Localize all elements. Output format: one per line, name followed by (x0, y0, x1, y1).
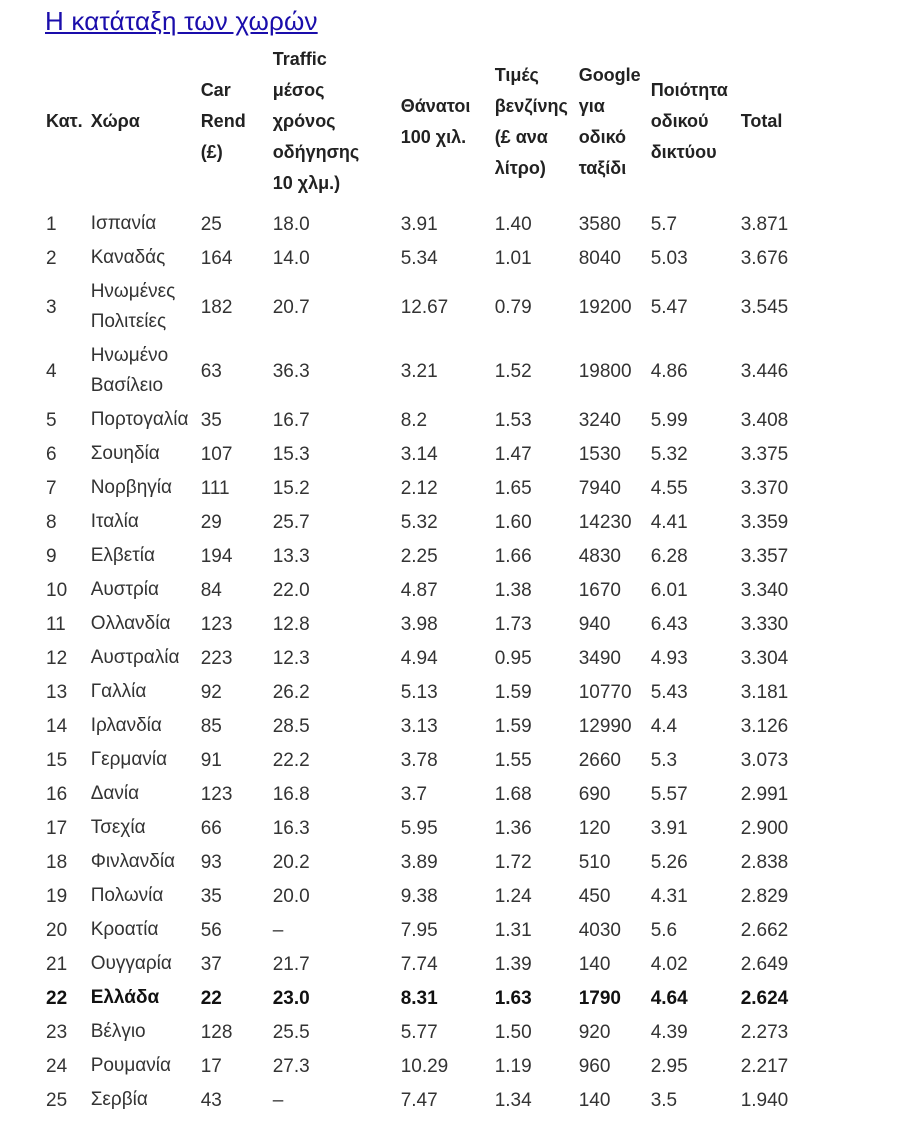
cell-deaths: 9.38 (400, 885, 438, 907)
cell-road-quality: 5.6 (650, 919, 678, 941)
cell-rank: 22 (46, 987, 68, 1009)
cell-traffic: 25.5 (272, 1021, 310, 1043)
cell-deaths: 5.13 (400, 681, 438, 703)
cell-deaths: 7.47 (400, 1089, 438, 1111)
cell-fuel-price: 1.52 (494, 360, 532, 382)
cell-rank: 23 (46, 1021, 68, 1043)
cell-deaths: 3.7 (400, 783, 428, 805)
cell-fuel-price: 1.60 (494, 511, 532, 533)
cell-total: 3.676 (740, 247, 789, 269)
table-row (42, 1083, 807, 1117)
cell-road-quality: 4.64 (650, 987, 688, 1009)
cell-car-rent: 123 (200, 613, 233, 635)
cell-traffic: 16.8 (272, 783, 310, 805)
cell-road-quality: 5.32 (650, 443, 688, 465)
cell-car-rent: 35 (200, 409, 222, 431)
cell-deaths: 5.77 (400, 1021, 438, 1043)
table-row (42, 339, 807, 403)
cell-country: Ιταλία (90, 511, 139, 532)
cell-rank: 8 (46, 511, 57, 533)
cell-fuel-price: 1.39 (494, 953, 532, 975)
cell-total: 3.545 (740, 296, 789, 318)
cell-rank: 15 (46, 749, 68, 771)
cell-traffic: 20.0 (272, 885, 310, 907)
cell-car-rent: 93 (200, 851, 222, 873)
table-row (42, 879, 807, 913)
cell-rank: 16 (46, 783, 68, 805)
cell-country: Ολλανδία (90, 613, 171, 634)
cell-traffic: 12.3 (272, 647, 310, 669)
cell-google: 1670 (578, 579, 621, 601)
cell-road-quality: 5.26 (650, 851, 688, 873)
cell-total: 3.359 (740, 511, 789, 533)
cell-google: 19800 (578, 360, 632, 382)
cell-car-rent: 22 (200, 987, 222, 1009)
cell-total: 2.838 (740, 851, 789, 873)
cell-traffic: 15.2 (272, 477, 310, 499)
cell-total: 2.991 (740, 783, 789, 805)
cell-deaths: 2.12 (400, 477, 438, 499)
cell-deaths: 3.91 (400, 213, 438, 235)
cell-total: 3.073 (740, 749, 789, 771)
cell-country: Φινλανδία (90, 851, 176, 872)
cell-google: 8040 (578, 247, 621, 269)
cell-country: Γαλλία (90, 681, 147, 702)
cell-deaths: 3.14 (400, 443, 438, 465)
cell-traffic: 12.8 (272, 613, 310, 635)
header-country: Χώρα (90, 111, 140, 131)
cell-car-rent: 84 (200, 579, 222, 601)
header-row (42, 44, 807, 207)
cell-deaths: 10.29 (400, 1055, 449, 1077)
cell-country: Δανία (90, 783, 140, 804)
cell-traffic: 20.7 (272, 296, 310, 318)
cell-country: Αυστραλία (90, 647, 180, 668)
table-row (42, 207, 807, 241)
cell-total: 2.829 (740, 885, 789, 907)
cell-rank: 5 (46, 409, 57, 431)
table-row (42, 437, 807, 471)
cell-deaths: 4.87 (400, 579, 438, 601)
cell-rank: 21 (46, 953, 68, 975)
cell-road-quality: 4.4 (650, 715, 678, 737)
cell-total: 3.340 (740, 579, 789, 601)
cell-total: 3.408 (740, 409, 789, 431)
cell-car-rent: 43 (200, 1089, 222, 1111)
cell-fuel-price: 1.59 (494, 715, 532, 737)
cell-car-rent: 85 (200, 715, 222, 737)
cell-traffic: 21.7 (272, 953, 310, 975)
cell-rank: 9 (46, 545, 57, 567)
cell-country: Σουηδία (90, 443, 160, 464)
cell-fuel-price: 1.31 (494, 919, 532, 941)
cell-car-rent: 123 (200, 783, 233, 805)
header-fuel-price: Τιμές βενζίνης (£ ανα λίτρο) (494, 64, 568, 178)
cell-deaths: 7.95 (400, 919, 438, 941)
table-row (42, 845, 807, 879)
cell-google: 1530 (578, 443, 621, 465)
header-total: Total (740, 111, 783, 131)
cell-rank: 25 (46, 1089, 68, 1111)
table-row (42, 777, 807, 811)
table-row (42, 607, 807, 641)
cell-traffic: 15.3 (272, 443, 310, 465)
cell-fuel-price: 1.40 (494, 213, 532, 235)
cell-fuel-price: 1.59 (494, 681, 532, 703)
table-header (42, 44, 807, 207)
cell-rank: 13 (46, 681, 68, 703)
cell-road-quality: 5.03 (650, 247, 688, 269)
cell-fuel-price: 1.53 (494, 409, 532, 431)
header-rank: Κατ. (46, 111, 83, 131)
cell-rank: 2 (46, 247, 57, 269)
table-row (42, 505, 807, 539)
ranking-table (42, 44, 807, 1117)
header-car-rent: Car Rend (£) (200, 80, 246, 162)
cell-car-rent: 92 (200, 681, 222, 703)
cell-deaths: 5.34 (400, 247, 438, 269)
cell-car-rent: 194 (200, 545, 233, 567)
cell-country: Αυστρία (90, 579, 159, 600)
cell-fuel-price: 1.34 (494, 1089, 532, 1111)
cell-road-quality: 4.02 (650, 953, 688, 975)
cell-rank: 18 (46, 851, 68, 873)
cell-car-rent: 17 (200, 1055, 222, 1077)
cell-road-quality: 6.28 (650, 545, 688, 567)
cell-traffic: 22.2 (272, 749, 310, 771)
cell-google: 3240 (578, 409, 621, 431)
cell-total: 3.871 (740, 213, 789, 235)
cell-traffic: 25.7 (272, 511, 310, 533)
cell-deaths: 3.21 (400, 360, 438, 382)
cell-country: Νορβηγία (90, 477, 172, 498)
cell-fuel-price: 1.19 (494, 1055, 532, 1077)
cell-road-quality: 5.57 (650, 783, 688, 805)
cell-road-quality: 3.5 (650, 1089, 678, 1111)
cell-car-rent: 91 (200, 749, 222, 771)
cell-road-quality: 5.43 (650, 681, 688, 703)
cell-google: 7940 (578, 477, 621, 499)
cell-total: 3.370 (740, 477, 789, 499)
cell-google: 2660 (578, 749, 621, 771)
cell-fuel-price: 1.63 (494, 987, 532, 1009)
cell-fuel-price: 1.66 (494, 545, 532, 567)
cell-deaths: 4.94 (400, 647, 438, 669)
cell-car-rent: 66 (200, 817, 222, 839)
cell-rank: 19 (46, 885, 68, 907)
cell-traffic: 23.0 (272, 987, 310, 1009)
cell-google: 690 (578, 783, 611, 805)
cell-road-quality: 4.55 (650, 477, 688, 499)
cell-road-quality: 5.99 (650, 409, 688, 431)
cell-traffic: 27.3 (272, 1055, 310, 1077)
cell-rank: 17 (46, 817, 68, 839)
cell-deaths: 3.13 (400, 715, 438, 737)
cell-traffic: 18.0 (272, 213, 310, 235)
cell-rank: 10 (46, 579, 68, 601)
cell-country: Κροατία (90, 919, 159, 940)
cell-traffic: 20.2 (272, 851, 310, 873)
cell-deaths: 8.31 (400, 987, 438, 1009)
cell-traffic: 14.0 (272, 247, 310, 269)
cell-car-rent: 35 (200, 885, 222, 907)
table-row (42, 539, 807, 573)
cell-total: 2.649 (740, 953, 789, 975)
cell-total: 2.624 (740, 987, 789, 1009)
table-row (42, 913, 807, 947)
cell-country: Ελλάδα (90, 987, 160, 1008)
cell-fuel-price: 1.65 (494, 477, 532, 499)
cell-country: Σερβία (90, 1089, 148, 1110)
cell-rank: 4 (46, 360, 57, 382)
cell-deaths: 5.95 (400, 817, 438, 839)
cell-country: Ουγγαρία (90, 953, 172, 974)
table-row (42, 675, 807, 709)
cell-rank: 11 (46, 613, 66, 635)
table-row (42, 241, 807, 275)
table-row (42, 743, 807, 777)
cell-google: 140 (578, 1089, 611, 1111)
cell-road-quality: 6.43 (650, 613, 688, 635)
cell-car-rent: 111 (200, 477, 230, 499)
cell-google: 19200 (578, 296, 632, 318)
cell-google: 120 (578, 817, 611, 839)
cell-total: 1.940 (740, 1089, 789, 1111)
cell-google: 140 (578, 953, 611, 975)
table-row (42, 947, 807, 981)
cell-car-rent: 56 (200, 919, 222, 941)
cell-road-quality: 3.91 (650, 817, 688, 839)
cell-traffic: 36.3 (272, 360, 310, 382)
cell-fuel-price: 1.68 (494, 783, 532, 805)
cell-fuel-price: 1.72 (494, 851, 532, 873)
cell-google: 920 (578, 1021, 611, 1043)
cell-country: Βέλγιο (90, 1021, 146, 1042)
cell-country: Καναδάς (90, 247, 166, 268)
header-traffic: Traffic μέσος χρόνος οδήγησης 10 χλμ.) (272, 49, 360, 193)
cell-car-rent: 182 (200, 296, 233, 318)
table-row (42, 403, 807, 437)
table-row (42, 471, 807, 505)
cell-traffic: – (272, 1089, 284, 1111)
table-row (42, 811, 807, 845)
table-row (42, 573, 807, 607)
cell-fuel-price: 1.38 (494, 579, 532, 601)
cell-deaths: 3.89 (400, 851, 438, 873)
cell-total: 3.126 (740, 715, 789, 737)
cell-total: 2.273 (740, 1021, 789, 1043)
cell-google: 450 (578, 885, 611, 907)
cell-total: 2.217 (740, 1055, 789, 1077)
cell-fuel-price: 1.50 (494, 1021, 532, 1043)
table-body (42, 207, 807, 1117)
cell-fuel-price: 1.73 (494, 613, 532, 635)
cell-rank: 14 (46, 715, 68, 737)
cell-fuel-price: 1.01 (494, 247, 532, 269)
cell-google: 1790 (578, 987, 621, 1009)
cell-total: 3.181 (740, 681, 789, 703)
cell-country: Ελβετία (90, 545, 155, 566)
cell-country: Ηνωμένες Πολιτείες (90, 281, 176, 332)
cell-road-quality: 4.31 (650, 885, 688, 907)
header-road-quality: Ποιότητα οδικού δικτύου (650, 80, 728, 162)
cell-fuel-price: 1.55 (494, 749, 532, 771)
cell-road-quality: 6.01 (650, 579, 688, 601)
cell-google: 510 (578, 851, 611, 873)
cell-rank: 12 (46, 647, 68, 669)
cell-google: 4830 (578, 545, 621, 567)
cell-traffic: – (272, 919, 284, 941)
cell-total: 2.662 (740, 919, 789, 941)
cell-google: 12990 (578, 715, 632, 737)
cell-deaths: 2.25 (400, 545, 438, 567)
cell-fuel-price: 0.95 (494, 647, 532, 669)
cell-fuel-price: 0.79 (494, 296, 532, 318)
cell-deaths: 7.74 (400, 953, 438, 975)
cell-car-rent: 128 (200, 1021, 233, 1043)
cell-road-quality: 4.39 (650, 1021, 688, 1043)
cell-country: Ισπανία (90, 213, 157, 234)
cell-traffic: 16.7 (272, 409, 310, 431)
table-row (42, 1049, 807, 1083)
cell-car-rent: 25 (200, 213, 222, 235)
cell-country: Τσεχία (90, 817, 146, 838)
page-title-link[interactable]: Η κατάταξη των χωρών (45, 6, 318, 36)
cell-deaths: 8.2 (400, 409, 428, 431)
cell-road-quality: 4.41 (650, 511, 688, 533)
cell-rank: 24 (46, 1055, 68, 1077)
cell-google: 4030 (578, 919, 621, 941)
cell-deaths: 3.78 (400, 749, 438, 771)
cell-deaths: 3.98 (400, 613, 438, 635)
cell-car-rent: 63 (200, 360, 222, 382)
cell-total: 3.357 (740, 545, 789, 567)
cell-traffic: 13.3 (272, 545, 310, 567)
cell-traffic: 22.0 (272, 579, 310, 601)
cell-car-rent: 164 (200, 247, 233, 269)
cell-traffic: 16.3 (272, 817, 310, 839)
cell-total: 2.900 (740, 817, 789, 839)
table-row (42, 981, 807, 1015)
cell-traffic: 26.2 (272, 681, 310, 703)
cell-rank: 1 (46, 213, 57, 235)
table-row (42, 275, 807, 339)
cell-fuel-price: 1.47 (494, 443, 532, 465)
cell-road-quality: 4.93 (650, 647, 688, 669)
cell-road-quality: 5.3 (650, 749, 678, 771)
cell-deaths: 5.32 (400, 511, 438, 533)
cell-traffic: 28.5 (272, 715, 310, 737)
cell-road-quality: 4.86 (650, 360, 688, 382)
cell-google: 14230 (578, 511, 632, 533)
cell-total: 3.304 (740, 647, 789, 669)
cell-total: 3.375 (740, 443, 789, 465)
cell-rank: 20 (46, 919, 68, 941)
cell-total: 3.330 (740, 613, 789, 635)
table-row (42, 709, 807, 743)
cell-country: Γερμανία (90, 749, 168, 770)
cell-google: 3580 (578, 213, 621, 235)
cell-total: 3.446 (740, 360, 789, 382)
cell-google: 960 (578, 1055, 611, 1077)
cell-fuel-price: 1.36 (494, 817, 532, 839)
cell-fuel-price: 1.24 (494, 885, 532, 907)
table-row (42, 641, 807, 675)
cell-rank: 3 (46, 296, 57, 318)
header-deaths: Θάνατοι 100 χιλ. (400, 95, 471, 147)
cell-rank: 7 (46, 477, 57, 499)
header-google: Google για οδικό ταξίδι (578, 64, 641, 178)
cell-google: 940 (578, 613, 611, 635)
cell-country: Πορτογαλία (90, 409, 189, 430)
cell-road-quality: 2.95 (650, 1055, 688, 1077)
cell-country: Πολωνία (90, 885, 164, 906)
cell-rank: 6 (46, 443, 57, 465)
cell-google: 3490 (578, 647, 621, 669)
cell-car-rent: 29 (200, 511, 222, 533)
cell-road-quality: 5.7 (650, 213, 678, 235)
table-row (42, 1015, 807, 1049)
cell-car-rent: 37 (200, 953, 222, 975)
cell-country: Ηνωμένο Βασίλειο (90, 345, 169, 396)
cell-country: Ρουμανία (90, 1055, 171, 1076)
cell-country: Ιρλανδία (90, 715, 162, 736)
cell-google: 10770 (578, 681, 632, 703)
cell-car-rent: 107 (200, 443, 233, 465)
cell-road-quality: 5.47 (650, 296, 688, 318)
cell-car-rent: 223 (200, 647, 233, 669)
cell-deaths: 12.67 (400, 296, 449, 318)
